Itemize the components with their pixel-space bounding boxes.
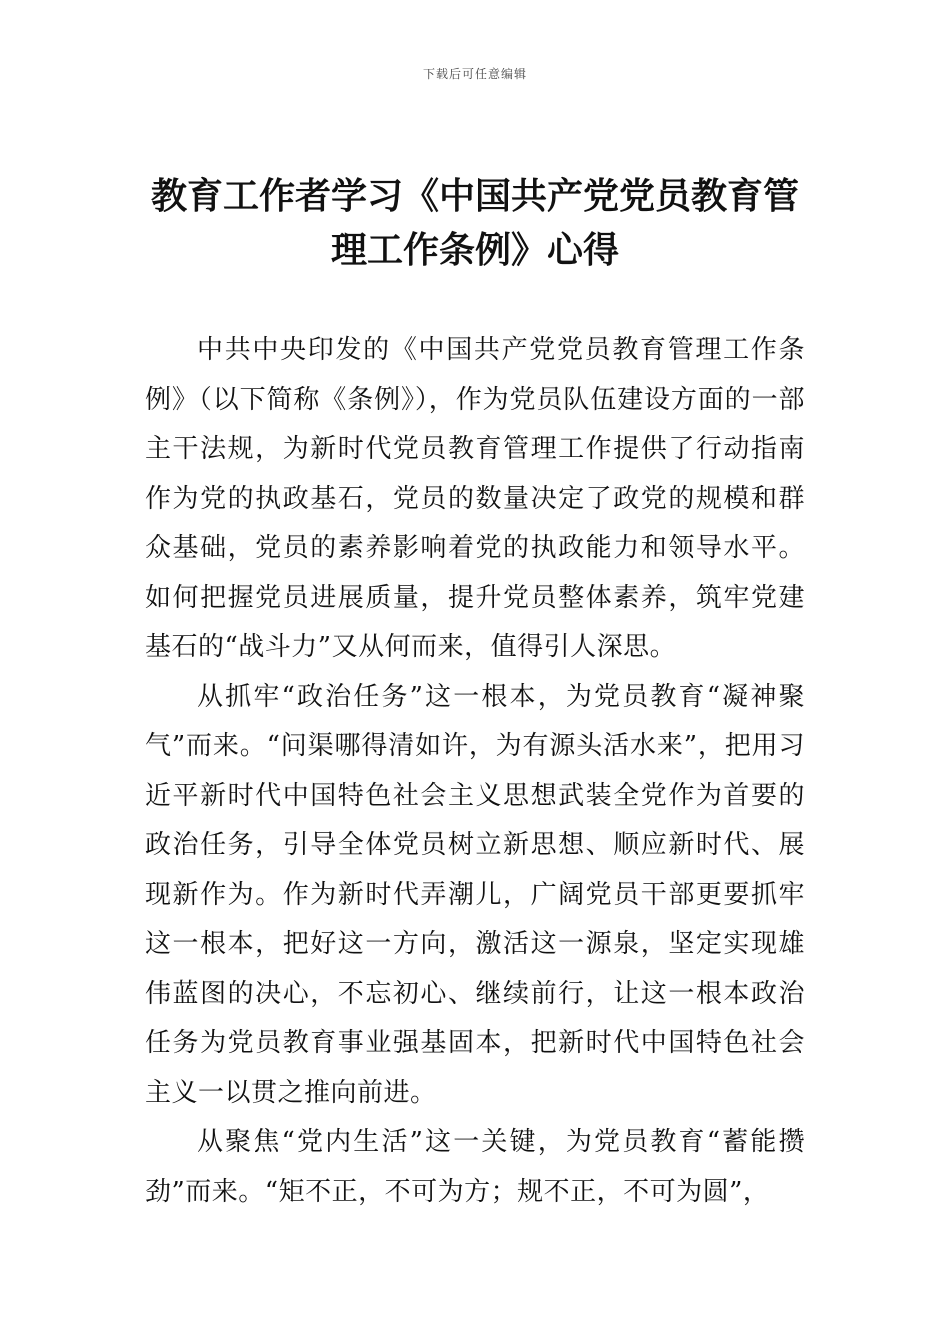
document-body xyxy=(145,326,805,1217)
document-title: 教育工作者学习《中国共产党党员教育管理工作条例》心得 xyxy=(150,176,799,271)
page-header-note: 下载后可任意编辑 xyxy=(422,67,527,81)
body-paragraph-3: 从聚焦“党内生活”这一关键，为党员教育“蓄能攒劲”而来。“矩不正，不可为方；规不正，不可为圆”， xyxy=(145,1127,805,1207)
body-paragraph-2: 从抓牢“政治任务”这一根本，为党员教育“凝神聚气”而来。“问渠哪得清如许，为有源头活水来”，把用习近平新时代中国特色社会主义思想武装全党作为首要的政治任务，引导全体党员树立新思想、顺应新时代、展现新作为。作为新时代弄潮儿，广阔党员干部更要抓牢这一根本，把好这一方向，激活这一源泉，坚定实现雄伟蓝图的决心，不忘初心、继续前行，让这一根本政治任务为党员教育事业强基固本，把新时代中国特色社会主义一以贯之推向前进。 xyxy=(145,681,805,1108)
body-paragraph-1: 中共中央印发的《中国共产党党员教育管理工作条例》（以下简称《条例》），作为党员队伍建设方面的一部主干法规，为新时代党员教育管理工作提供了行动指南作为党的执政基石，党员的数量决定了政党的规模和群众基础，党员的素养影响着党的执政能力和领导水平。如何把握党员进展质量，提升党员整体素养，筑牢党建基石的“战斗力”又从何而来，值得引人深思。 xyxy=(145,335,805,662)
